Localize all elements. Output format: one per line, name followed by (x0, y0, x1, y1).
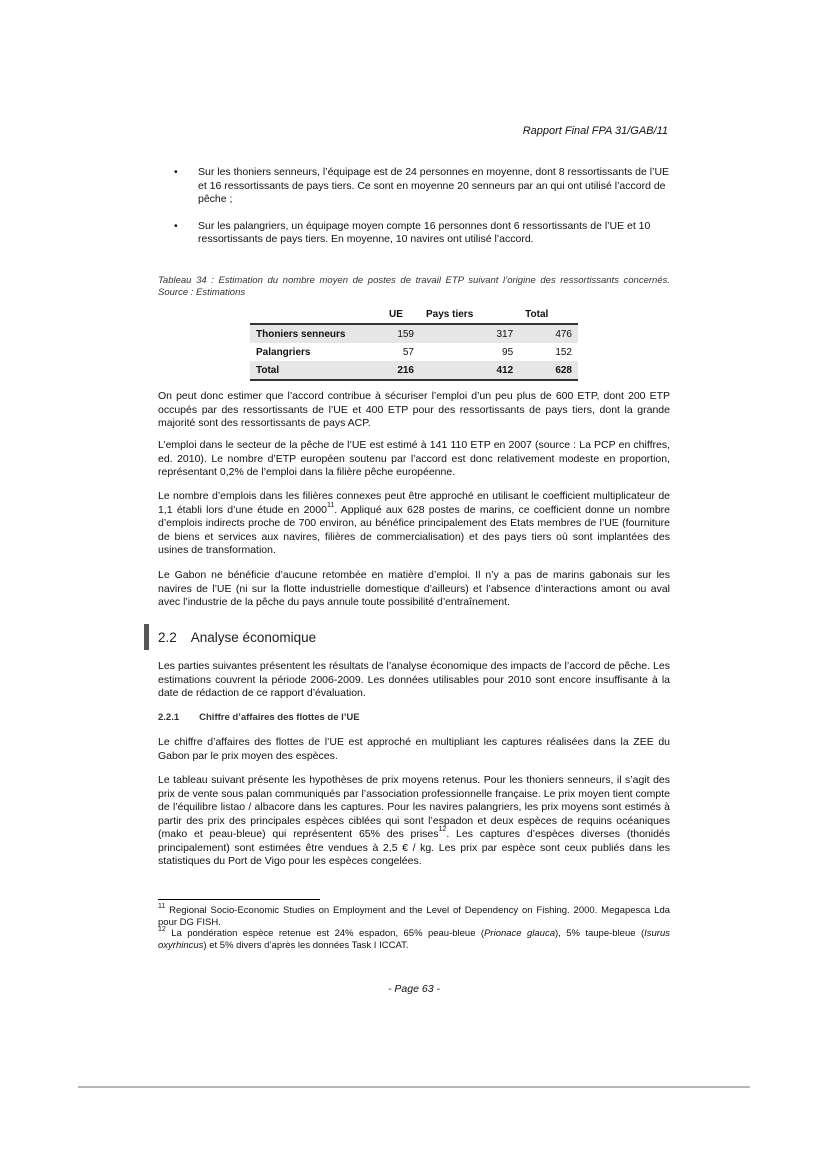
paragraph: L’emploi dans le secteur de la pêche de l’UE est estimé à 141 110 ETP en 2007 (source : La PCP en chiffres, ed. 2010). Le nombre d’ETP européen soutenu par l’accord est donc relativement modeste en proportion, représentant 0,2% de l’emploi dans la filière pêche européenne. (158, 439, 670, 478)
section-heading (158, 630, 330, 645)
table-cell: 159 (372, 324, 420, 343)
footnote-number: 12 (158, 926, 166, 933)
table-header-cell: Total (525, 308, 549, 320)
section-number: 2.2 (158, 630, 177, 645)
paragraph: On peut donc estimer que l’accord contribue à sécuriser l’emploi d’un peu plus de 600 ETP, dont 200 ETP occupés par des ressortissants de l’UE et 400 ETP pour des ressortissants de pays tiers, dont la grande majorité sont des ressortissants de pays ACP. (158, 390, 670, 429)
table-cell: 476 (519, 324, 578, 343)
table-cell: 152 (555, 346, 572, 358)
table-cell: Thoniers senneurs (250, 324, 372, 343)
paragraph: Le Gabon ne bénéficie d’aucune retombée en matière d’emploi. Il n’y a pas de marins gabonais sur les navires de l’UE (ni sur la flotte industrielle domestique d’ailleurs) et l’absence d’interactions amont ou aval avec l’industrie de la pêche du pays annule toute possibilité d’entraînement. (158, 569, 670, 608)
species-name: Isurus oxyrhincus (158, 928, 670, 951)
table-caption: Tableau 34 : Estimation du nombre moyen de postes de travail ETP suivant l’origine des ressortissants concernés. Source : Estimations (158, 275, 670, 298)
etp-table (250, 305, 578, 381)
subsection-heading (158, 712, 380, 723)
bullet-list (158, 166, 670, 260)
bullet-icon: • (174, 166, 178, 178)
table-cell: 628 (519, 361, 578, 380)
bullet-text: Sur les thoniers senneurs, l’équipage est de 24 personnes en moyenne, dont 8 ressortissants de l’UE et 16 ressortissants de pays tiers. Ce sont en moyenne 20 senneurs par an qui ont utilisé l’accord de pêche ; (198, 166, 670, 205)
table-cell: 57 (402, 346, 414, 358)
paragraph-text: Le nombre d’emplois dans les filières connexes peut être approché en utilisant le coefficient multiplicateur de 1,1 établi lors d’une étude en 2000 (158, 490, 670, 516)
list-item (158, 166, 670, 207)
table-cell: 216 (372, 361, 420, 380)
list-item (158, 220, 670, 247)
table-cell: Palangriers (256, 346, 311, 358)
table-header-cell: Pays tiers (426, 308, 474, 320)
footnote-divider (158, 899, 320, 900)
paragraph: Le chiffre d’affaires des flottes de l’UE est approché en multipliant les captures réalisées dans la ZEE du Gabon par le prix moyen des espèces. (158, 736, 670, 762)
table-cell: Total (250, 361, 372, 380)
paragraph-text: Le tableau suivant présente les hypothèses de prix moyens retenus. Pour les thoniers senneurs, il s’agit des prix de vente sous palan communiqués par l’association professionnelle française. Le prix moyen tient compte de l’équilibre listao / albacore dans les captures. Pour les navires palangriers, les prix moyens sont estimés à partir des prix des principales espèces ciblées qui sont l’espadon et deux espèces de requins océaniques (mako et peau-bleue) qui représentent 65% des prises (158, 774, 670, 840)
bullet-text: Sur les palangriers, un équipage moyen compte 16 personnes dont 6 ressortissants de l’UE et 10 ressortissants de pays tiers. En moyenne, 10 navires ont utilisé l’accord. (198, 219, 651, 245)
report-title: Rapport Final FPA 31/GAB/11 (522, 125, 668, 137)
subsection-title: Chiffre d’affaires des flottes de l’UE (199, 712, 360, 723)
page-number: - Page 63 - (388, 983, 440, 995)
footnote-text: ) et 5% divers d’après les données Task I ICCAT. (203, 939, 409, 951)
section-title: Analyse économique (190, 630, 317, 645)
bullet-icon: • (174, 219, 178, 232)
table-cell: 412 (420, 361, 519, 380)
paragraph-text: . Les captures d’espèces diverses (thonidés principalement) sont estimées être vendues à 2,5 € / kg. Les prix par espèce sont ceux publiés dans les statistiques du Port de Vigo pour les espèces congelées. (158, 828, 671, 867)
table-header-row (250, 305, 578, 324)
paragraph (158, 490, 670, 558)
paragraph: Les parties suivantes présentent les résultats de l’analyse économique des impacts de l’accord de pêche. Les estimations couvrent la période 2006-2009. Les données utilisables pour 2010 sont encore insuffisante à la date de rédaction de ce rapport d’évaluation. (158, 660, 670, 699)
footnote-text: Regional Socio-Economic Studies on Employment and the Level of Dependency on Fishing. 2000. Megapesca Lda pour DG FISH. (158, 905, 671, 928)
page-divider (78, 1086, 750, 1088)
table-row (250, 343, 578, 361)
footnote (158, 928, 670, 951)
section-marker (144, 624, 149, 650)
table-row (250, 324, 578, 343)
table-header-cell (250, 305, 372, 324)
table-row-total (250, 361, 578, 380)
table-cell: 317 (420, 324, 519, 343)
table-header-cell: UE (389, 308, 403, 320)
table-cell: 95 (502, 346, 514, 358)
paragraph-text: . Appliqué aux 628 postes de marins, ce coefficient donne un nombre d’emplois indirects proche de 700 environ, au bénéfice principalement des Etats membres de l’UE (fourniture de biens et services aux navires, filières de commercialisation) et des pays tiers où sont implantées des usines de transformation. (158, 503, 671, 556)
footnote-text: La pondération espèce retenue est 24% espadon, 65% peau-bleue ( (171, 928, 485, 939)
footnote-number: 11 (158, 903, 166, 910)
footnote-ref: 11 (326, 501, 335, 509)
footnotes (158, 905, 670, 951)
paragraph (158, 774, 670, 869)
footnote-ref: 12 (438, 826, 447, 833)
species-name: Prionace glauca (484, 928, 555, 939)
footnote-text: ), 5% taupe-bleue ( (554, 928, 645, 939)
footnote (158, 905, 670, 928)
subsection-number: 2.2.1 (158, 712, 180, 723)
